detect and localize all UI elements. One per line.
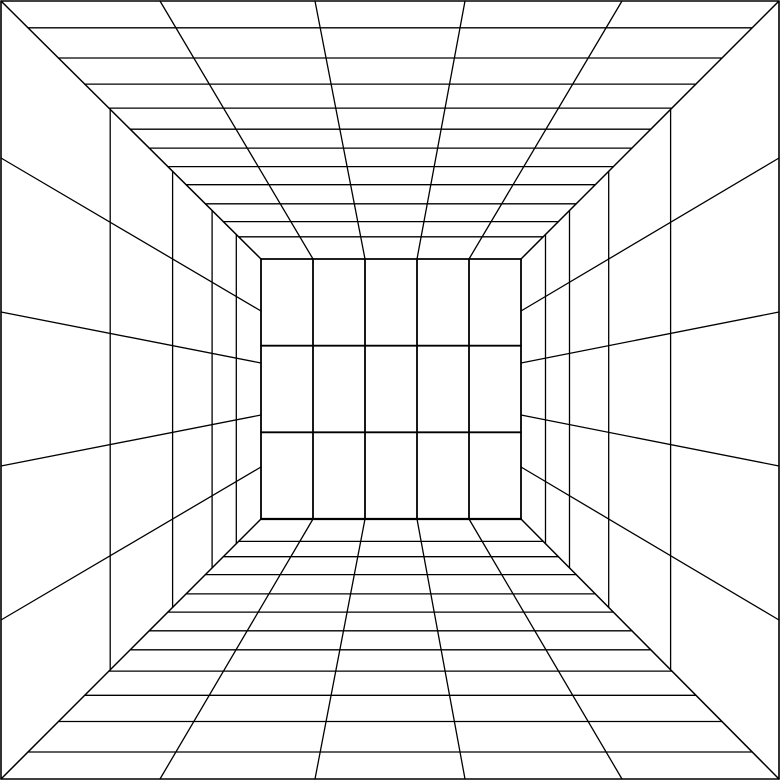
corner-edge-top-left (1, 1, 261, 259)
floor-grid (28, 519, 752, 779)
floor-column-line (160, 519, 313, 779)
room-corner-edges (1, 1, 779, 779)
right-wall-grid (521, 109, 779, 669)
corner-edge-top-right (521, 1, 779, 259)
right-wall-row-line (521, 467, 779, 620)
ceiling-column-line (417, 1, 465, 259)
ceiling-column-line (315, 1, 365, 259)
right-wall-row-line (521, 158, 779, 311)
right-wall-row-line (521, 415, 779, 466)
left-wall-grid (1, 109, 261, 669)
left-wall-row-line (1, 467, 261, 620)
right-wall-row-line (521, 312, 779, 363)
ceiling-column-line (160, 1, 313, 259)
ceiling-grid (28, 1, 752, 259)
ceiling-column-line (469, 1, 622, 259)
floor-column-line (417, 519, 465, 779)
floor-column-line (315, 519, 365, 779)
left-wall-row-line (1, 415, 261, 466)
left-wall-row-line (1, 158, 261, 311)
back-wall-grid (261, 259, 521, 519)
floor-column-line (469, 519, 622, 779)
corner-edge-bottom-right (521, 519, 779, 779)
left-wall-row-line (1, 312, 261, 363)
corner-edge-bottom-left (1, 519, 261, 779)
